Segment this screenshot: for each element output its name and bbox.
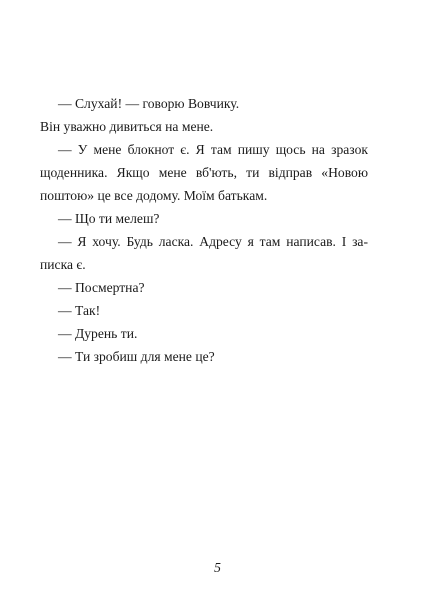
paragraph-9: [40, 345, 368, 368]
text-line: — Так!: [58, 303, 101, 318]
paragraph-2: [40, 115, 368, 138]
text-line: — Посмертна?: [58, 280, 145, 295]
text-line: — Що ти мелеш?: [58, 211, 160, 226]
text-line: щоденника. Якщо мене вб'ють, ти відправ «Новою: [40, 165, 368, 180]
text-line: — Слухай! — говорю Вовчику.: [58, 96, 240, 111]
paragraph-6: [40, 276, 368, 299]
paragraph-3: [40, 138, 368, 207]
text-line: поштою» це все додому. Моїм батькам.: [40, 188, 268, 203]
text-line: писка є.: [40, 257, 86, 272]
text-line: — Дурень ти.: [58, 326, 138, 341]
text-line: Він уважно дивиться на мене.: [40, 119, 214, 134]
body-text: [40, 92, 368, 368]
paragraph-4: [40, 207, 368, 230]
paragraph-1: [40, 92, 368, 115]
page-number: 5: [214, 560, 221, 575]
paragraph-7: [40, 299, 368, 322]
text-line: — Я хочу. Будь ласка. Адресу я там написав. І за-: [58, 234, 368, 249]
paragraph-8: [40, 322, 368, 345]
paragraph-5: [40, 230, 368, 276]
text-line: — Ти зробиш для мене це?: [58, 349, 215, 364]
text-line: — У мене блокнот є. Я там пишу щось на зразок: [58, 142, 368, 157]
